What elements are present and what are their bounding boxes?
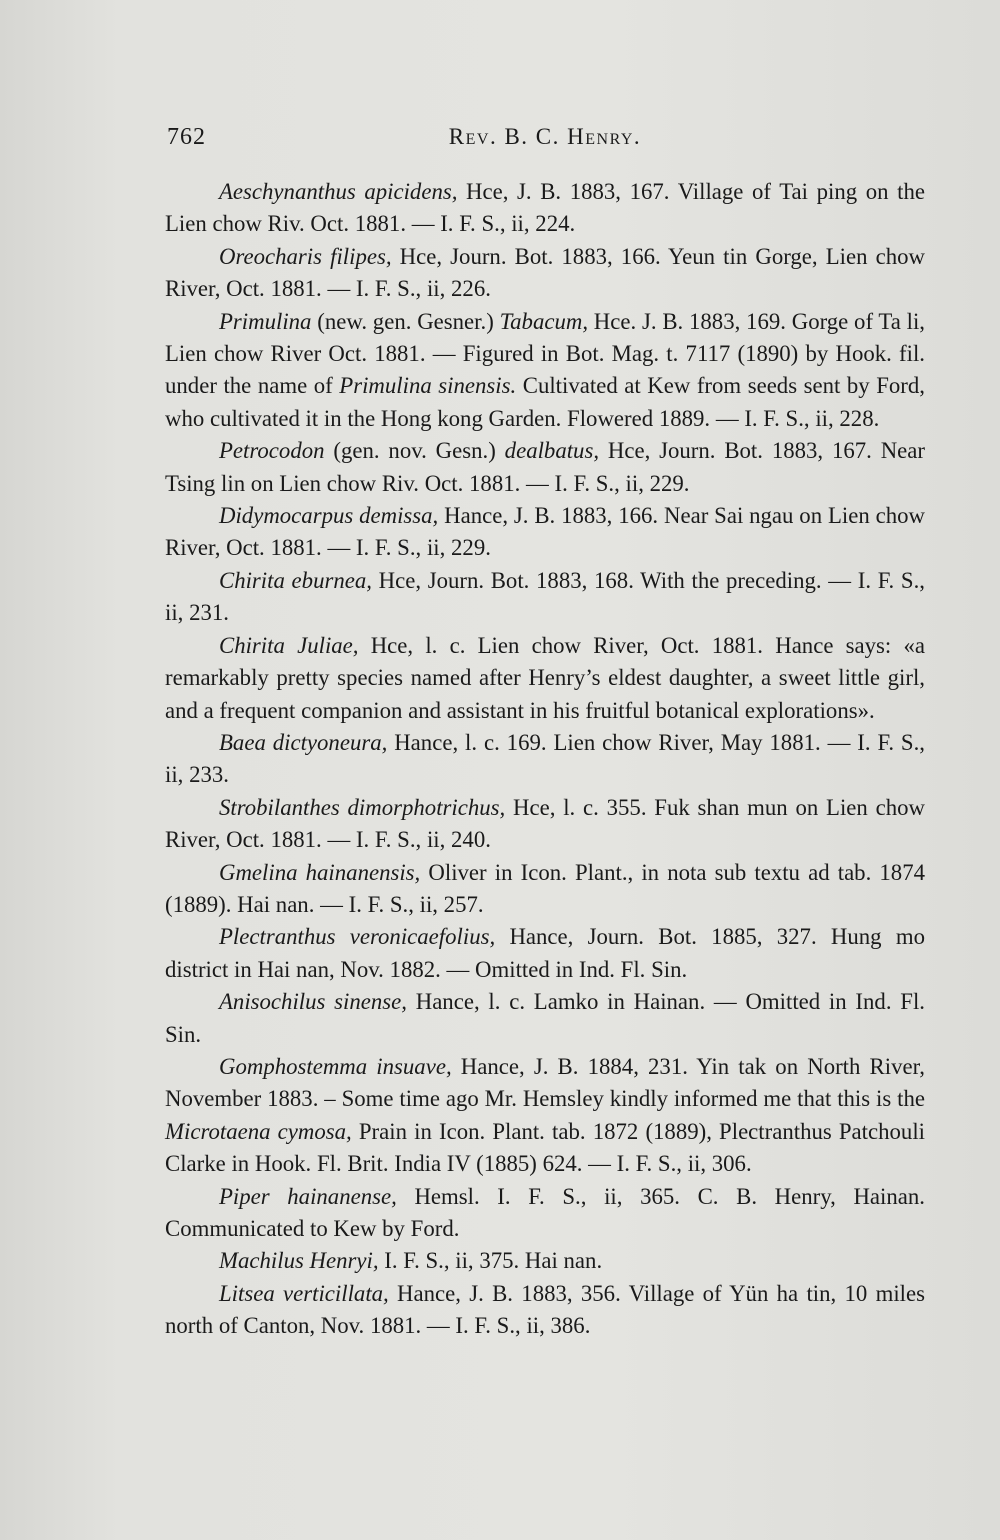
entry-text: (gen. nov. Gesn.) [324,438,505,464]
species-name: Primulina [219,308,312,334]
species-name: Litsea verticillata, [219,1280,389,1306]
species-name: Piper hainanense, [219,1183,397,1209]
species-entry [165,500,925,565]
entry-text: Oliver in Icon. Plant., in nota sub textu ad tab. 1874 (1889). Hai nan. — I. F. S., ii, 257. [165,859,925,917]
species-name: Tabacum, [499,308,589,334]
entry-text: Hance, l. c. Lamko in Hainan. — Omitted in Ind. Fl. Sin. [165,989,925,1047]
entry-text: Hance, J. B. 1883, 166. Near Sai ngau on Lien chow River, Oct. 1881. — I. F. S., ii, 229. [165,503,925,561]
species-entry [165,1051,925,1181]
species-name: Oreocharis filipes, [219,243,392,269]
page-header [165,124,925,158]
entry-text: Hemsl. I. F. S., ii, 365. C. B. Henry, Hainan. Communicated to Kew by Ford. [165,1183,925,1241]
page-body [165,176,925,1343]
species-name: Gomphostemma insuave, [219,1053,452,1079]
species-name: Chirita eburnea, [219,567,372,593]
page-number: 762 [167,124,206,150]
species-name: Microtaena cymosa, [165,1118,352,1144]
entry-text: Prain in Icon. Plant. tab. 1872 (1889), Plectranthus Patchouli Clarke in Hook. Fl. Brit. India IV (1885) 624. — I. F. S., ii, 306. [165,1118,925,1177]
entry-text: Cultivated at Kew from seeds sent by Ford, who cultivated it in the Hong kong Garden. Flowered 1889. — I. F. S., ii, 228. [165,373,925,431]
species-name: Primulina sinensis. [339,373,517,399]
species-name: Anisochilus sinense, [219,989,407,1015]
entry-text: Hce, l. c. Lien chow River, Oct. 1881. Hance says: «a remarkably pretty species named after Henry’s eldest daughter, a sweet little girl, and a frequent companion and assistant in his fruitful botanical explorations». [165,632,925,723]
species-entry [165,1278,925,1343]
species-entry [165,1245,925,1277]
species-entry [165,565,925,630]
species-entry [165,306,925,436]
entry-text: Hce, Journ. Bot. 1883, 166. Yeun tin Gorge, Lien chow River, Oct. 1881. — I. F. S., ii, 226. [165,243,925,302]
species-entry [165,727,925,792]
entry-text: Hce, Journ. Bot. 1883, 167. Near Tsing lin on Lien chow Riv. Oct. 1881. — I. F. S., ii, 229. [165,438,925,496]
running-head: Rev. B. C. Henry. [448,124,642,149]
entry-text: Hance, J. B. 1883, 356. Village of Yün ha tin, 10 miles north of Canton, Nov. 1881. — I. F. S., ii, 386. [165,1280,925,1339]
species-entry [165,1181,925,1246]
species-name: Didymocarpus demissa, [219,503,439,529]
species-entry [165,986,925,1051]
entry-text: Hce, l. c. 355. Fuk shan mun on Lien chow River, Oct. 1881. — I. F. S., ii, 240. [165,794,925,853]
entry-text: Hance, Journ. Bot. 1885, 327. Hung mo district in Hai nan, Nov. 1882. — Omitted in Ind. Fl. Sin. [165,924,925,982]
entry-text: Hce, J. B. 1883, 167. Village of Tai ping on the Lien chow Riv. Oct. 1881. — I. F. S., ii, 224. [165,179,925,237]
entry-text: Hce, Journ. Bot. 1883, 168. With the preceding. — I. F. S., ii, 231. [165,567,925,626]
species-name: Strobilanthes dimorphotrichus, [219,794,506,820]
species-name: Gmelina hainanensis, [219,859,421,885]
species-name: Aeschynanthus apicidens, [219,179,458,204]
species-entry [165,792,925,857]
species-name: Plectranthus veronicaefolius, [219,924,496,950]
entry-text: Hce. J. B. 1883, 169. Gorge of Ta li, Lien chow River Oct. 1881. — Figured in Bot. Mag. t. 7117 (1890) by Hook. fil. under the name of [165,308,926,399]
entry-text: Hance, J. B. 1884, 231. Yin tak on North River, November 1883. – Some time ago Mr. Hemsley kindly informed me that this is the [165,1053,925,1112]
species-entry [165,435,925,500]
species-entry [165,241,925,306]
species-name: Baea dictyoneura, [219,729,388,755]
species-entry [165,857,925,922]
species-name: Petrocodon [219,438,325,464]
species-name: Chirita Juliae, [219,632,359,658]
entry-text: (new. gen. Gesner.) [311,308,500,334]
species-entry [165,921,925,986]
entry-text: Hance, l. c. 169. Lien chow River, May 1881. — I. F. S., ii, 233. [165,729,925,788]
species-name: dealbatus, [504,438,600,464]
species-name: Machilus Henryi, [219,1248,379,1274]
entry-text: I. F. S., ii, 375. Hai nan. [378,1248,603,1274]
species-entry [165,630,925,727]
species-entry [165,176,925,241]
